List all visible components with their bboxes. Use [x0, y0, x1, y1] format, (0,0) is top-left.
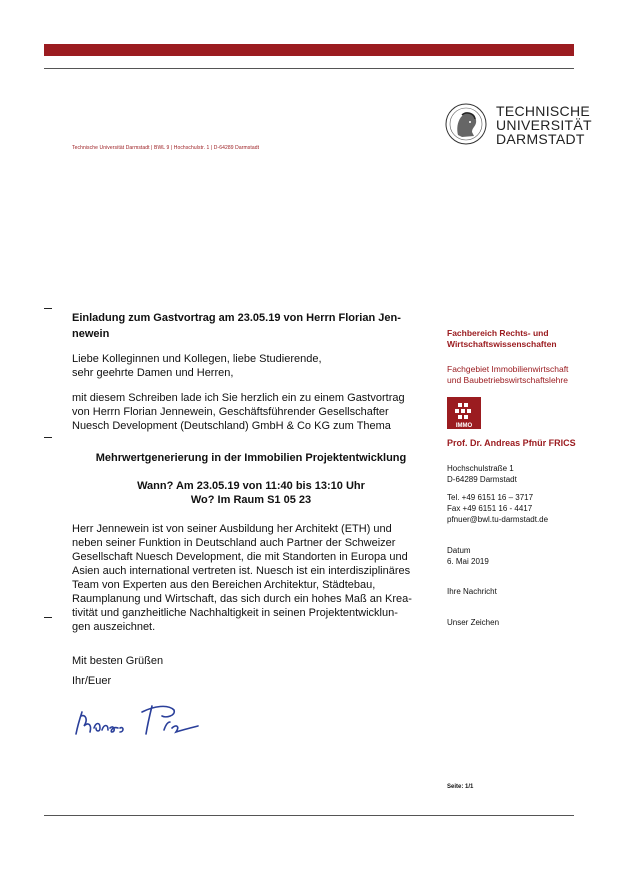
- bio-line: Asien auch international vertreten ist. Nuesch ist ein interdisziplinäres: [72, 565, 411, 577]
- handwritten-signature: [72, 700, 212, 742]
- intro-line: von Herrn Florian Jennewein, Geschäftsführender Gesellschafter: [72, 406, 389, 418]
- bio-line: Gesellschaft Nuesch Development, die mit Standorten in Europa und: [72, 551, 408, 563]
- closing: Mit besten Grüßen: [72, 655, 164, 667]
- field-line: Fachgebiet Immobilienwirtschaft: [447, 364, 569, 374]
- header-rule: [44, 68, 574, 69]
- subject: [72, 310, 422, 342]
- department: [447, 328, 607, 350]
- bio-line: tivität und ganzheitliche Nachhaltigkeit in seinen Projektentwicklun-: [72, 607, 398, 619]
- bio-paragraph: [72, 522, 430, 634]
- contact: [447, 492, 607, 525]
- department-line: Wirtschaftswissenschaften: [447, 339, 557, 349]
- date-label: Datum: [447, 546, 471, 555]
- intro-line: Nuesch Development (Deutschland) GmbH & Co KG zum Thema: [72, 420, 391, 432]
- field-line: und Baubetriebswirtschaftslehre: [447, 375, 568, 385]
- bio-line: gen auszeichnet.: [72, 621, 156, 633]
- footer-rule: [44, 815, 574, 816]
- talk-when: Wann? Am 23.05.19 von 11:40 bis 13:10 Uhr: [137, 480, 365, 492]
- logo-text: IMMO: [455, 423, 473, 429]
- university-seal-icon: [444, 101, 488, 147]
- salutation-line: Liebe Kolleginnen und Kollegen, liebe Studierende,: [72, 353, 322, 365]
- intro-paragraph: [72, 391, 430, 433]
- salutation-line: sehr geehrte Damen und Herren,: [72, 367, 234, 379]
- fold-mark: [44, 617, 52, 618]
- professor-name: Prof. Dr. Andreas Pfnür FRICS: [447, 438, 576, 448]
- talk-details: [72, 479, 430, 507]
- address: [447, 463, 607, 485]
- bio-line: Raumplanung und Wirtschaft, das sich durch ein hohes Maß an Krea-: [72, 593, 412, 605]
- date-block: [447, 545, 607, 567]
- subject-line: Einladung zum Gastvortrag am 23.05.19 von Herrn Florian Jen-: [72, 312, 401, 324]
- field: [447, 364, 607, 386]
- subject-line: newein: [72, 328, 110, 340]
- fold-mark: [44, 437, 52, 438]
- page-number: Seite: 1/1: [447, 784, 474, 790]
- immo-logo-icon: [447, 397, 481, 429]
- talk-where: Wo? Im Raum S1 05 23: [190, 494, 312, 506]
- our-reference-label: Unser Zeichen: [447, 618, 500, 627]
- fold-mark: [44, 308, 52, 309]
- email: pfnuer@bwl.tu-darmstadt.de: [447, 515, 549, 524]
- university-name-line: UNIVERSITÄT: [496, 117, 592, 133]
- intro-line: mit diesem Schreiben lade ich Sie herzlich ein zu einem Gastvortrag: [72, 392, 405, 404]
- bio-line: Herr Jennewein ist von seiner Ausbildung her Architekt (ETH) und: [72, 523, 392, 535]
- university-name-line: DARMSTADT: [496, 131, 585, 147]
- department-line: Fachbereich Rechts- und: [447, 328, 549, 338]
- university-name-line: TECHNISCHE: [496, 103, 591, 119]
- closing-sign: Ihr/Euer: [72, 675, 112, 687]
- fax: Fax +49 6151 16 - 4417: [447, 504, 533, 513]
- your-message-label: Ihre Nachricht: [447, 587, 497, 596]
- talk-topic: Mehrwertgenerierung in der Immobilien Projektentwicklung: [95, 452, 407, 464]
- university-name: [496, 104, 592, 146]
- header-bar: [44, 44, 574, 56]
- date-value: 6. Mai 2019: [447, 557, 489, 566]
- bio-line: Team von Experten aus den Bereichen Architektur, Städtebau,: [72, 579, 376, 591]
- bio-line: neben seiner Funktion in Deutschland auch Partner der Schweizer: [72, 537, 396, 549]
- address-street: Hochschulstraße 1: [447, 464, 514, 473]
- address-city: D-64289 Darmstadt: [447, 475, 517, 484]
- sender-line: Technische Universität Darmstadt | BWL 9 | Hochschulstr. 1 | D-64289 Darmstadt: [72, 145, 260, 151]
- phone: Tel. +49 6151 16 – 3717: [447, 493, 534, 502]
- salutation: [72, 352, 430, 380]
